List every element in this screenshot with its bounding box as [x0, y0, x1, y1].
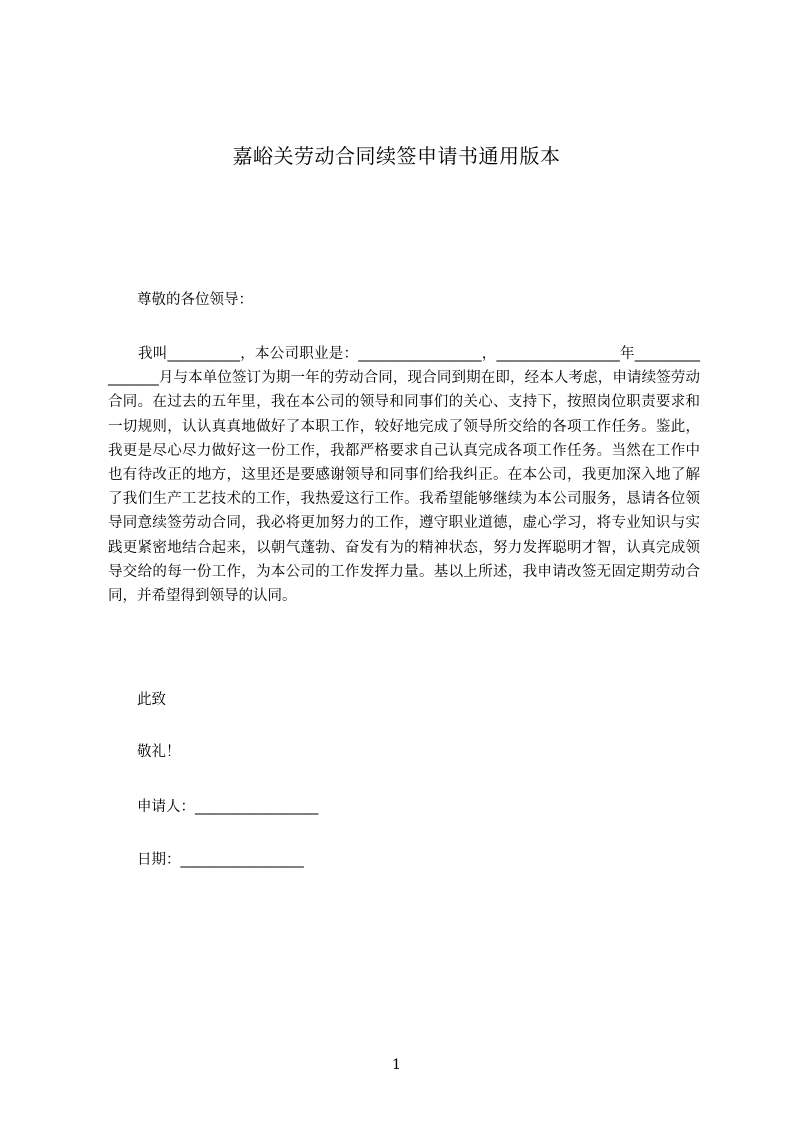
date-line: 日期：_________________ — [137, 852, 304, 868]
document-title: 嘉峪关劳动合同续签申请书通用版本 — [232, 144, 561, 168]
closing-li: 敬礼！ — [137, 744, 181, 760]
letter-body: 我叫__________，本公司职业是：_________________，_________________年________________月与本单位签订为期一年的劳动合同，现合同到期在即，经本人考虑，申请续签劳动合同。在过去的五年里，我在本公司的领导和同事们的关心、支持下，按照岗位职责要求和一切规则，认认真真地做好了本职工作，较好地完成了领导所交给的各项工作任务。鉴此，我更是尽心尽力做好这一份工作，我都严格要求自己认真完成各项工作任务。当然在工作中也有待改正的地方，这里还是要感谢领导和同事们给我纠正。在本公司，我更加深入地了解了我们生产工艺技术的工作，我热爱这行工作。我希望能够继续为本公司服务，恳请各位领导同意续签劳动合同，我必将更加努力的工作，遵守职业道德，虚心学习，将专业知识与实践更紧密地结合起来，以朝气蓬勃、奋发有为的精神状态，努力发挥聪明才智，认真完成领导交给的每一份工作，为本公司的工作发挥力量。基以上所述，我申请改签无固定期劳动合同，并希望得到领导的认同。 — [108, 346, 700, 605]
closing-zhi: 此致 — [137, 692, 166, 708]
salutation: 尊敬的各位领导： — [137, 292, 253, 308]
page-number: 1 — [392, 1057, 401, 1073]
applicant-line: 申请人：_________________ — [137, 799, 319, 815]
